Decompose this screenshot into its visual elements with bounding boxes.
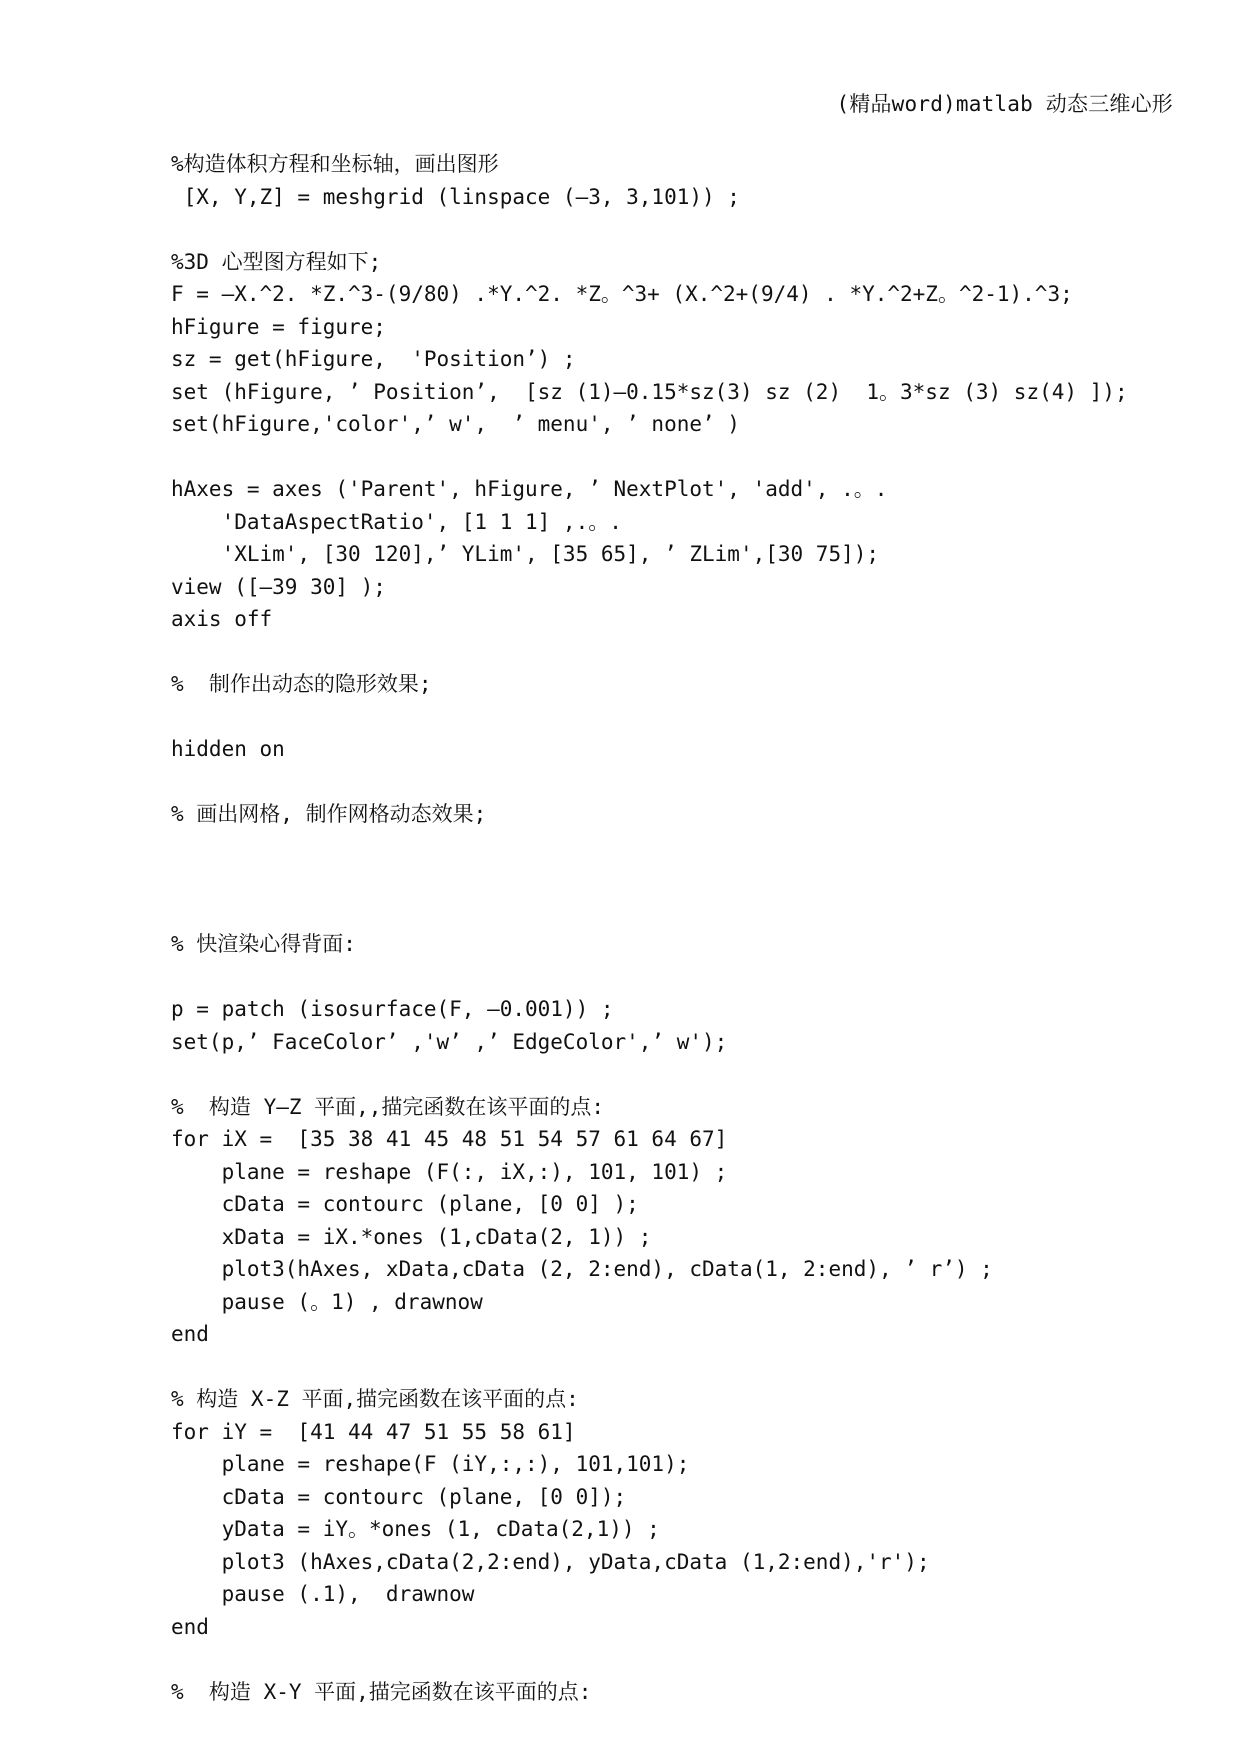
code-line: set (hFigure, ’ Position’, [sz (1)—0.15*sz(3) sz (2) 1。3*sz (3) sz(4) ]); — [171, 379, 1128, 404]
code-line: cData = contourc (plane, [0 0] ); — [171, 1192, 639, 1216]
code-line: axis off — [171, 607, 273, 631]
code-line — [171, 896, 1128, 929]
code-line — [171, 766, 1128, 799]
code-line: end — [171, 1614, 209, 1639]
code-line: F = —X.^2. *Z.^3-(9/80) .*Y.^2. *Z。^3+ (X.^2+(9/4) . *Y.^2+Z。^2-1).^3; — [171, 282, 1073, 306]
code-line: cData = contourc (plane, [0 0]); — [171, 1484, 627, 1509]
running-header: (精品word)matlab 动态三维心形 — [836, 92, 1173, 116]
code-line: for iX = [35 38 41 45 48 51 54 57 61 64 67] — [171, 1127, 728, 1151]
code-line — [171, 1643, 1128, 1676]
code-line: sz = get(hFigure, 'Position’) ; — [171, 347, 576, 371]
code-line: pause (.1), drawnow — [171, 1582, 475, 1606]
code-line: pause (。1) , drawnow — [171, 1289, 483, 1314]
code-block — [171, 148, 1128, 1708]
code-line: end — [171, 1322, 209, 1346]
code-line — [171, 213, 1128, 246]
code-line: hAxes = axes ('Parent', hFigure, ’ NextPlot', 'add', .。. — [171, 477, 888, 501]
code-line — [171, 636, 1128, 669]
code-line: plane = reshape (F(:, iX,:), 101, 101) ; — [171, 1159, 728, 1184]
code-line — [171, 1351, 1128, 1384]
code-line: % 构造 X-Z 平面,描完函数在该平面的点: — [171, 1387, 579, 1411]
code-line: % 制作出动态的隐形效果; — [171, 672, 432, 696]
code-line — [171, 701, 1128, 734]
code-line: p = patch (isosurface(F, —0.001)) ; — [171, 997, 614, 1021]
code-line: yData = iY。*ones (1, cData(2,1)) ; — [171, 1517, 660, 1541]
code-line: plot3 (hAxes,cData(2,2:end), yData,cData (1,2:end),'r'); — [171, 1549, 930, 1574]
code-line: set(p,’ FaceColor’ ,'w’ ,’ EdgeColor',’ w'); — [171, 1029, 728, 1054]
code-line: hidden on — [171, 737, 285, 761]
code-line: plane = reshape(F (iY,:,:), 101,101); — [171, 1452, 690, 1476]
code-line: set(hFigure,'color',’ w', ’ menu', ’ none’ ) — [171, 412, 740, 436]
code-line: % 构造 Y—Z 平面,,描完函数在该平面的点: — [171, 1094, 605, 1119]
code-line — [171, 831, 1128, 864]
code-line: plot3(hAxes, xData,cData (2, 2:end), cData(1, 2:end), ’ r’) ; — [171, 1257, 993, 1281]
code-line: %构造体积方程和坐标轴，画出图形 — [171, 152, 499, 176]
code-line: 'XLim', [30 120],’ YLim', [35 65], ’ ZLim',[30 75]); — [171, 542, 880, 566]
code-line — [171, 863, 1128, 896]
code-line: xData = iX.*ones (1,cData(2, 1)) ; — [171, 1224, 652, 1249]
code-line: 'DataAspectRatio', [1 1 1] ,.。. — [171, 509, 622, 534]
code-line — [171, 961, 1128, 994]
code-line: % 快渲染心得背面: — [171, 932, 356, 956]
code-line: [X, Y,Z] = meshgrid (linspace (—3, 3,101)) ; — [171, 184, 740, 209]
code-line: for iY = [41 44 47 51 55 58 61] — [171, 1419, 576, 1444]
code-line: hFigure = figure; — [171, 314, 386, 339]
code-line: % 画出网格, 制作网格动态效果; — [171, 802, 487, 826]
code-line: %3D 心型图方程如下; — [171, 249, 382, 274]
code-line: view ([—39 30] ); — [171, 574, 386, 599]
code-line — [171, 1058, 1128, 1091]
code-line: % 构造 X-Y 平面,描完函数在该平面的点: — [171, 1679, 592, 1704]
code-line — [171, 441, 1128, 474]
